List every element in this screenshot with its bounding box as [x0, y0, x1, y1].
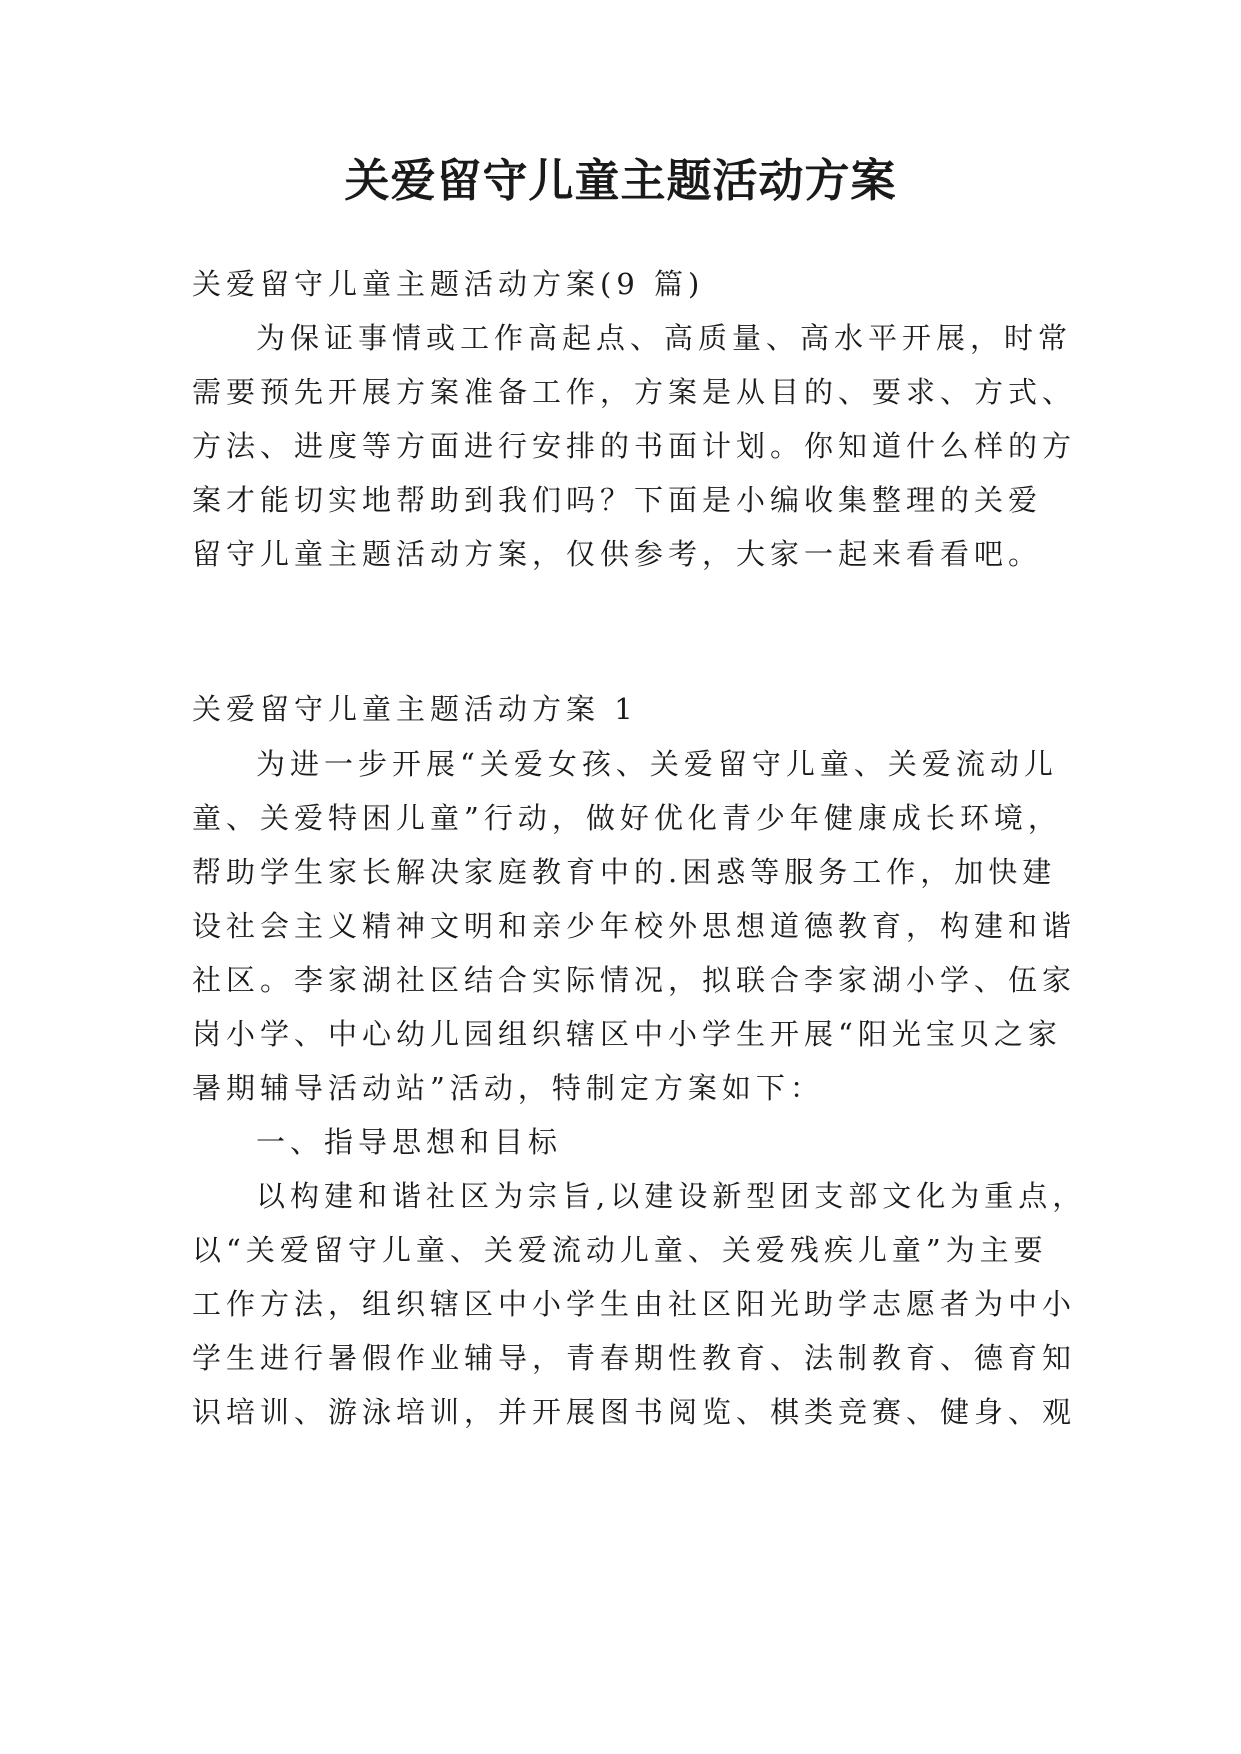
- text-line: 以构建和谐社区为宗旨,以建设新型团支部文化为重点，: [256, 1179, 1087, 1213]
- section-heading: 关爱留守儿童主题活动方案 1: [192, 692, 638, 726]
- text-line: 社区。李家湖社区结合实际情况，拟联合李家湖小学、伍家: [192, 963, 1077, 997]
- text-line: 方法、进度等方面进行安排的书面计划。你知道什么样的方: [192, 429, 1077, 463]
- subheading-line: 一、指导思想和目标: [256, 1125, 563, 1159]
- document-subtitle: 关爱留守儿童主题活动方案(9 篇): [192, 267, 705, 301]
- text-line: 岗小学、中心幼儿园组织辖区中小学生开展“阳光宝贝之家: [192, 1017, 1062, 1051]
- document-title: 关爱留守儿童主题活动方案: [344, 154, 897, 207]
- text-line: 以“关爱留守儿童、关爱流动儿童、关爱残疾儿童”为主要: [192, 1233, 1048, 1267]
- text-line: 设社会主义精神文明和亲少年校外思想道德教育，构建和谐: [192, 909, 1077, 943]
- text-line: 学生进行暑假作业辅导，青春期性教育、法制教育、德育知: [192, 1341, 1077, 1375]
- text-line: 留守儿童主题活动方案，仅供参考，大家一起来看看吧。: [192, 537, 1043, 571]
- text-line: 为保证事情或工作高起点、高质量、高水平开展，时常: [256, 321, 1073, 355]
- text-line: 帮助学生家长解决家庭教育中的.困惑等服务工作，加快建: [192, 855, 1057, 889]
- text-line: 暑期辅导活动站”活动，特制定方案如下：: [192, 1071, 824, 1105]
- text-line: 工作方法，组织辖区中小学生由社区阳光助学志愿者为中小: [192, 1287, 1077, 1321]
- text-line: 为进一步开展“关爱女孩、关爱留守儿童、关爱流动儿: [256, 747, 1058, 781]
- text-line: 童、关爱特困儿童”行动，做好优化青少年健康成长环境，: [192, 801, 1062, 835]
- text-line: 案才能切实地帮助到我们吗？下面是小编收集整理的关爱: [192, 483, 1043, 517]
- text-line: 识培训、游泳培训，并开展图书阅览、棋类竞赛、健身、观: [192, 1395, 1077, 1429]
- text-line: 需要预先开展方案准备工作，方案是从目的、要求、方式、: [192, 375, 1077, 409]
